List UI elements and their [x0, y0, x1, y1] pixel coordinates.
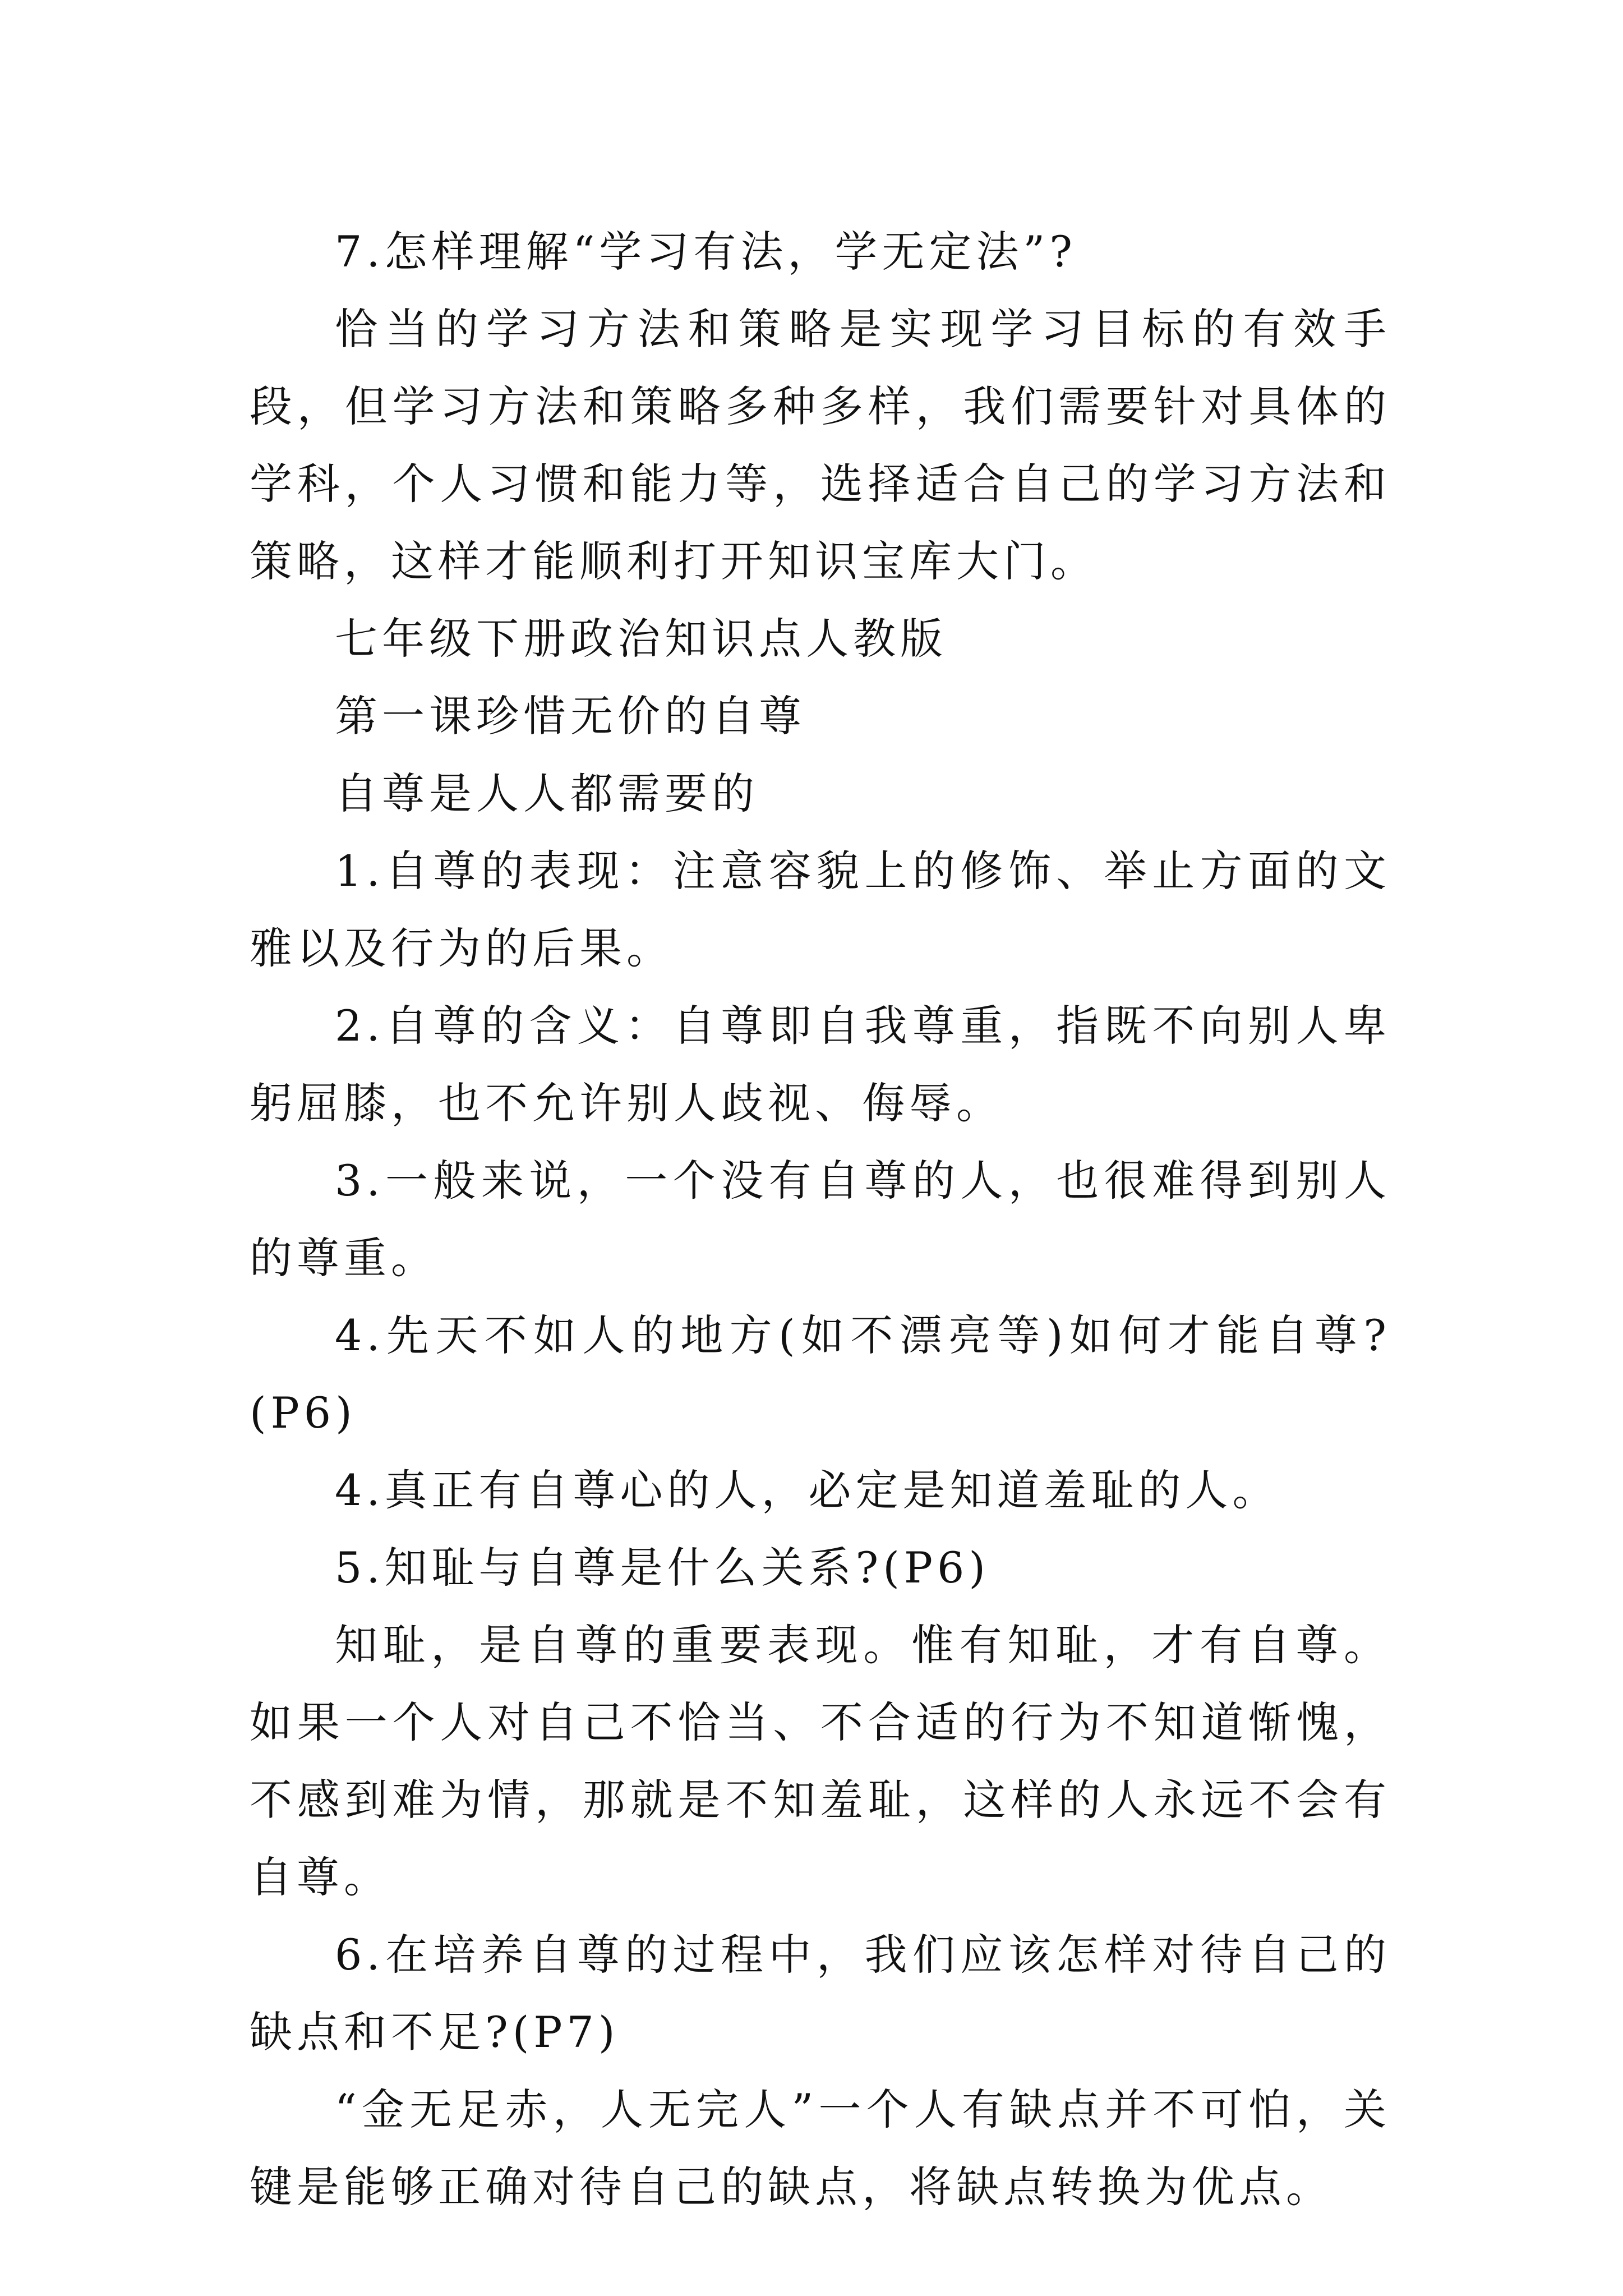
document-page	[250, 213, 1391, 2226]
point-2: 2.自尊的含义：自尊即自我尊重，指既不向别人卑躬屈膝，也不允许别人歧视、侮辱。	[250, 1001, 1391, 1128]
point-5-question: 5.知耻与自尊是什么关系?(P6)	[335, 1543, 990, 1593]
point-4: 4.真正有自尊心的人，必定是知道羞耻的人。	[335, 1465, 1280, 1515]
point-4-question: 4.先天不如人的地方(如不漂亮等)如何才能自尊?(P6)	[250, 1310, 1391, 1438]
lesson-title: 第一课珍惜无价的自尊	[335, 691, 806, 741]
point-5-answer: 知耻，是自尊的重要表现。惟有知耻，才有自尊。如果一个人对自己不恰当、不合适的行为不知道惭愧，不感到难为情，那就是不知羞耻，这样的人永远不会有自尊。	[250, 1620, 1391, 1902]
point-6-question: 6.在培养自尊的过程中，我们应该怎样对待自己的缺点和不足?(P7)	[250, 1930, 1391, 2057]
question-7-heading: 7.怎样理解“学习有法，学无定法”?	[335, 227, 1077, 277]
point-3: 3.一般来说，一个没有自尊的人，也很难得到别人的尊重。	[250, 1156, 1391, 1283]
subsection-title: 自尊是人人都需要的	[335, 769, 759, 818]
point-6-answer: “金无足赤，人无完人”一个人有缺点并不可怕，关键是能够正确对待自己的缺点，将缺点转换为优点。	[250, 2085, 1391, 2212]
point-1: 1.自尊的表现：注意容貌上的修饰、举止方面的文雅以及行为的后果。	[250, 846, 1391, 973]
section-title: 七年级下册政治知识点人教版	[335, 614, 947, 664]
question-7-answer: 恰当的学习方法和策略是实现学习目标的有效手段，但学习方法和策略多种多样，我们需要针对具体的学科，个人习惯和能力等，选择适合自己的学习方法和策略，这样才能顺利打开知识宝库大门。	[250, 304, 1391, 586]
